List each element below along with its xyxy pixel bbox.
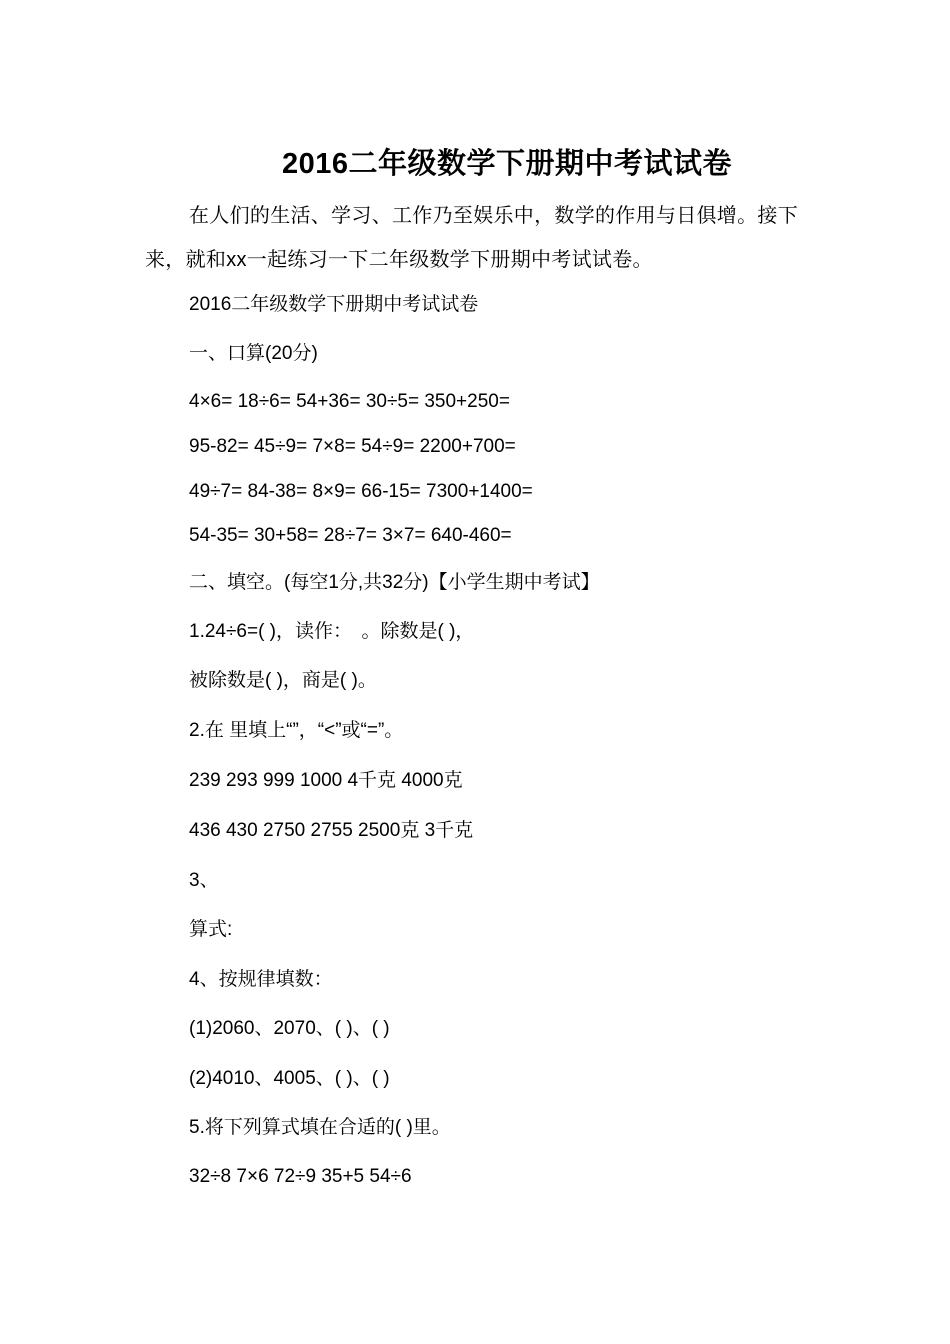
intro-paragraph: 在人们的生活、学习、工作乃至娱乐中，数学的作用与日俱增。接下来，就和xx一起练习一下二年级数学下册期中考试试卷。 <box>145 205 798 271</box>
calc-row-4: 54-35= 30+58= 28÷7= 3×7= 640-460= <box>189 525 512 546</box>
question-5-expressions: 32÷8 7×6 72÷9 35+5 54÷6 <box>189 1166 412 1187</box>
question-1-line-1: 1.24÷6=( )，读作： 。除数是( )， <box>189 621 475 642</box>
question-4-item-1: (1)2060、2070、( )、( ) <box>189 1018 390 1039</box>
formula-label: 算式: <box>189 919 233 940</box>
question-4-item-2: (2)4010、4005、( )、( ) <box>189 1068 390 1089</box>
section-heading: 2016二年级数学下册期中考试试卷 <box>189 294 479 315</box>
section-two-heading: 二、填空。(每空1分,共32分)【小学生期中考试】 <box>189 572 600 593</box>
question-5-prompt: 5.将下列算式填在合适的( )里。 <box>189 1117 451 1138</box>
question-1-line-2: 被除数是( )，商是( )。 <box>189 670 377 691</box>
calc-row-3: 49÷7= 84-38= 8×9= 66-15= 7300+1400= <box>189 481 533 502</box>
calc-row-2: 95-82= 45÷9= 7×8= 54÷9= 2200+700= <box>189 436 516 457</box>
question-3-label: 3、 <box>189 870 219 891</box>
question-2-row-2: 436 430 2750 2755 2500克 3千克 <box>189 820 474 841</box>
question-4-prompt: 4、按规律填数： <box>189 969 333 990</box>
question-2-row-1: 239 293 999 1000 4千克 4000克 <box>189 770 463 791</box>
calc-row-1: 4×6= 18÷6= 54+36= 30÷5= 350+250= <box>189 391 510 412</box>
document-title: 2016二年级数学下册期中考试试卷 <box>281 148 732 181</box>
question-2-prompt: 2.在 里填上“”，“<”或“=”。 <box>189 720 404 741</box>
section-one-heading: 一、口算(20分) <box>189 343 318 364</box>
